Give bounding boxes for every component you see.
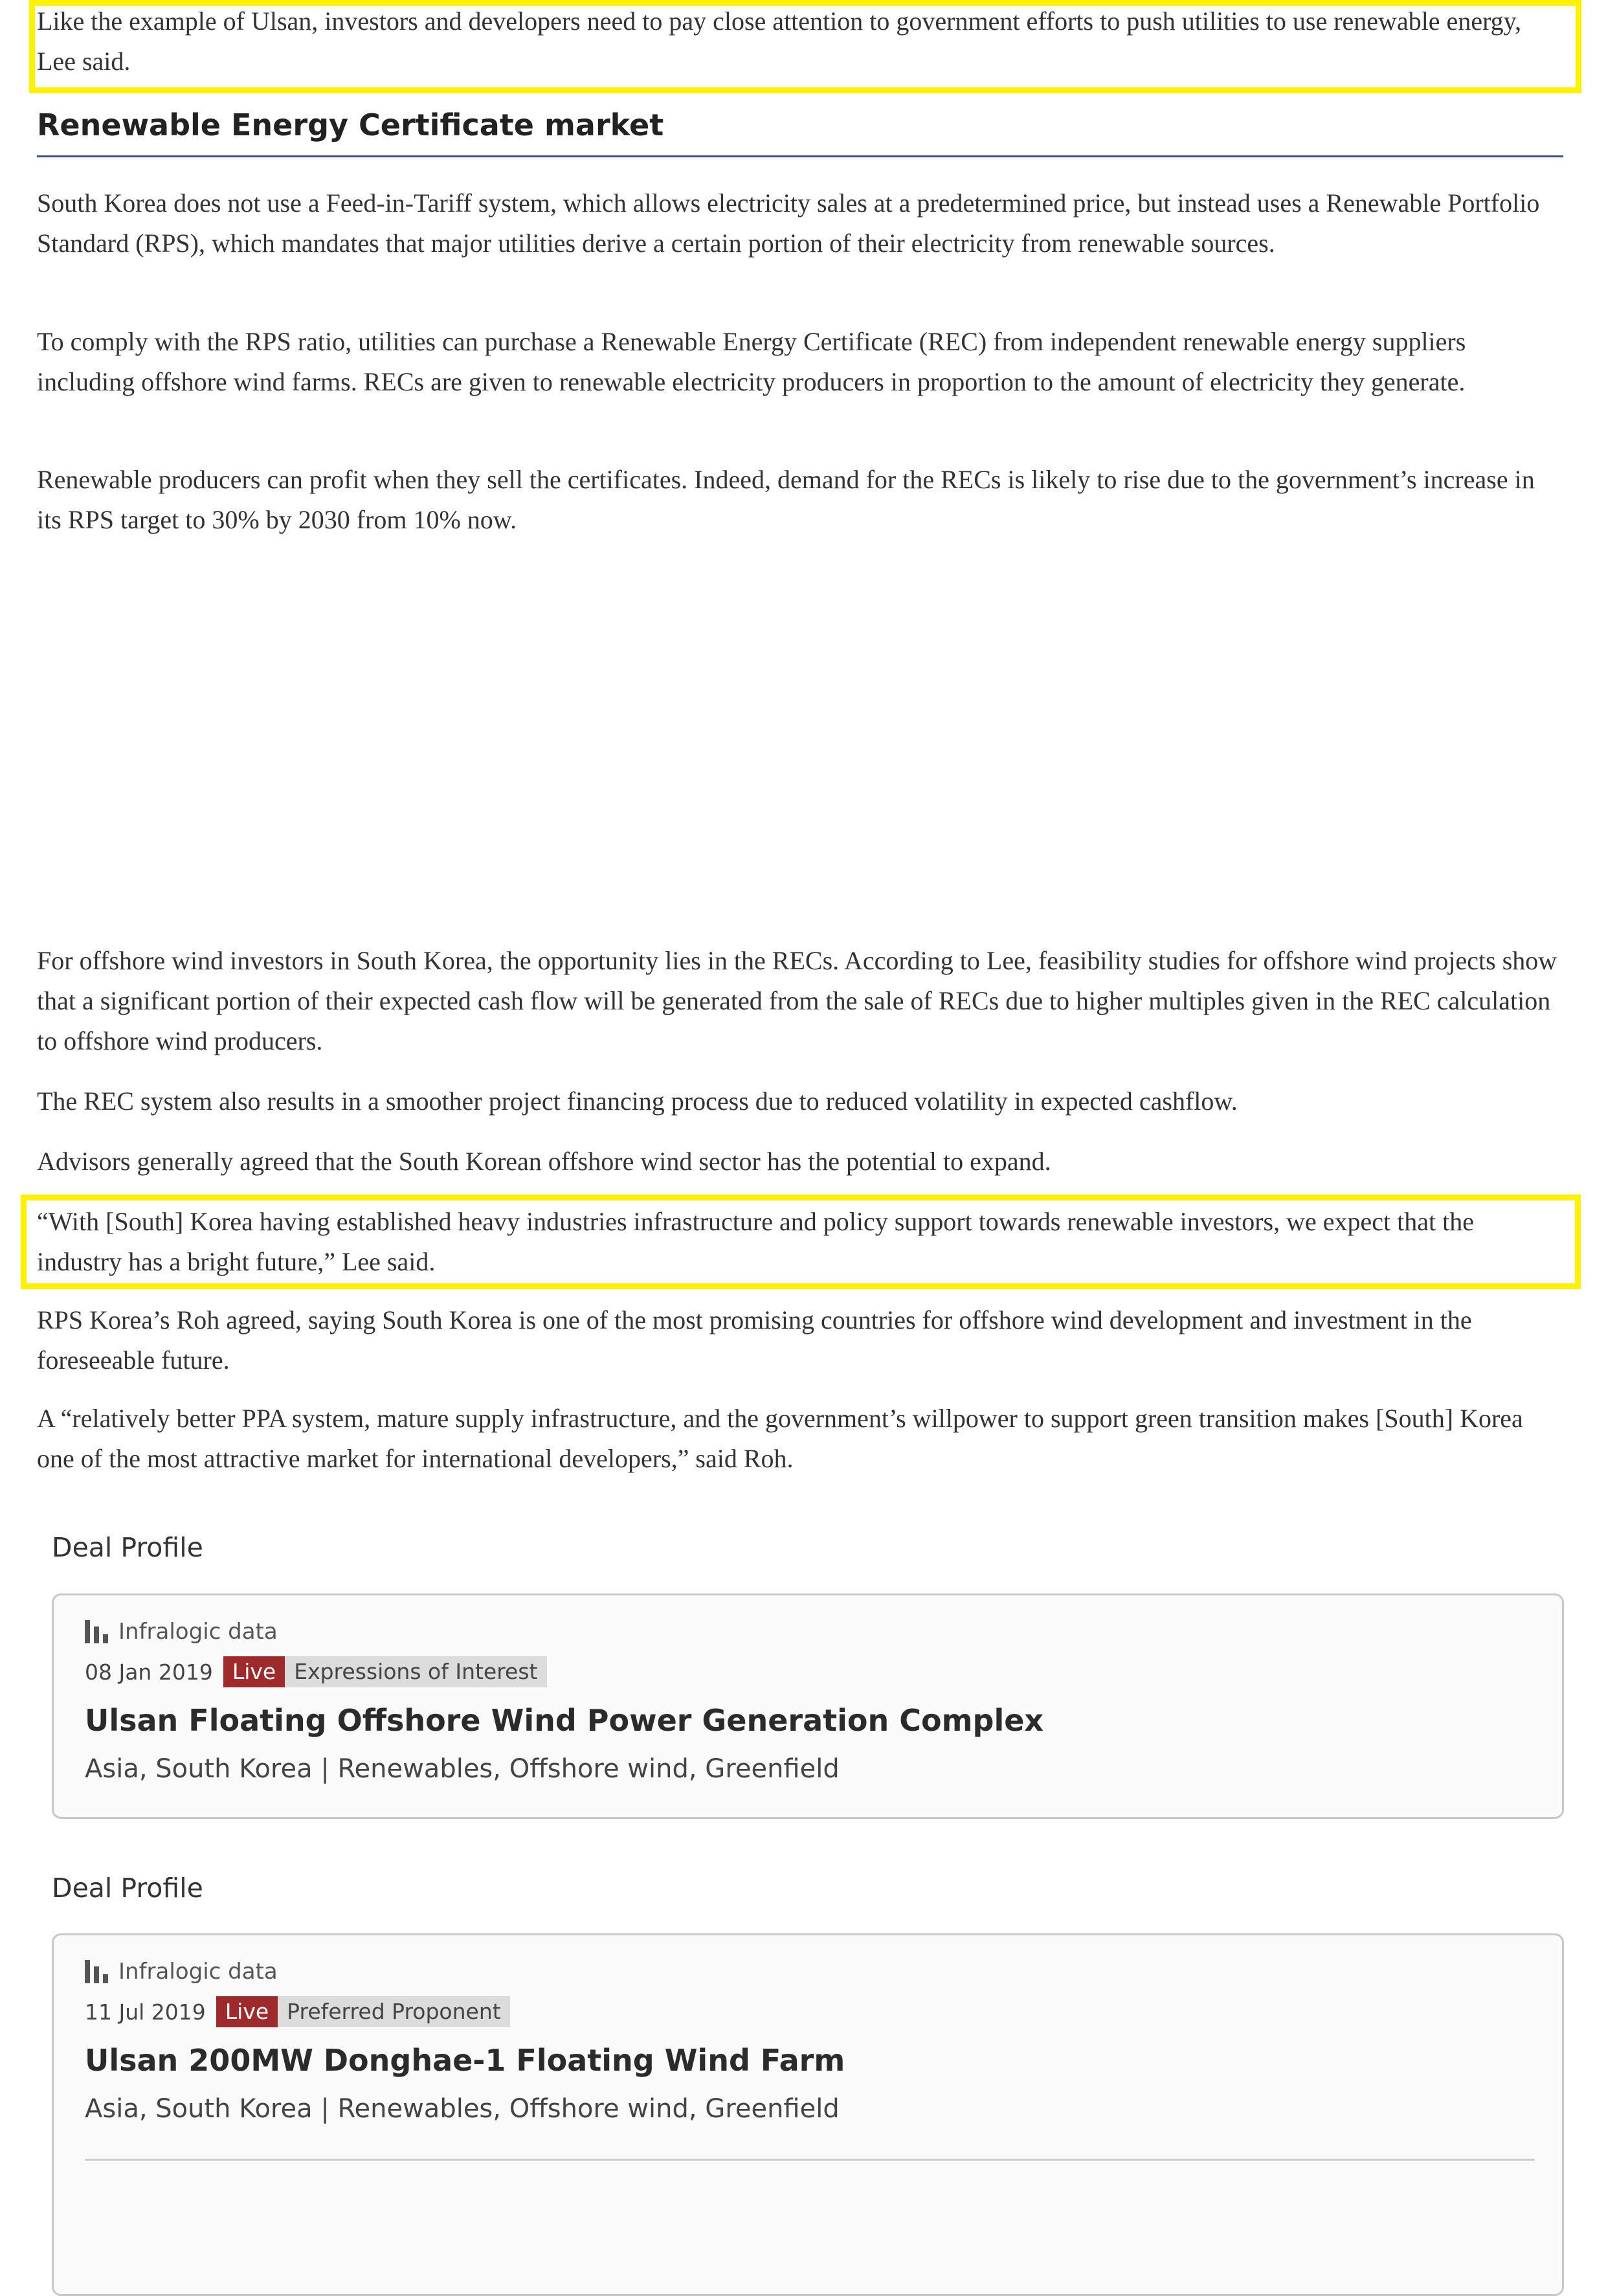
highlighted-quote: “With [South] Korea having established heavy industries infrastructure and policy support towards renewable investors, we expect that the industry has a bright future,” Lee said. xyxy=(37,1207,1474,1276)
deal-title-link[interactable]: Ulsan 200MW Donghae-1 Floating Wind Farm xyxy=(85,2043,845,2078)
article-paragraph: To comply with the RPS ratio, utilities can purchase a Renewable Energy Certificate (REC) from independent renewable energy suppliers including offshore wind farms. RECs are given to renewable electricity producers in proportion to the amount of electricity they generate. xyxy=(37,327,1466,396)
stage-badge: Expressions of Interest xyxy=(285,1656,546,1687)
source-label: Infralogic data xyxy=(118,1619,278,1645)
deal-meta xyxy=(85,1995,510,2029)
article-paragraph: Advisors generally agreed that the South Korean offshore wind sector has the potential to expand. xyxy=(37,1147,1051,1176)
article-paragraph: The REC system also results in a smoother project financing process due to reduced volatility in expected cashflow. xyxy=(37,1086,1238,1116)
article-paragraph: A “relatively better PPA system, mature supply infrastructure, and the government’s willpower to support green transition makes [South] Korea one of the most attractive market for international developers,” said Roh. xyxy=(37,1404,1523,1473)
deal-profile-label: Deal Profile xyxy=(52,1873,203,1904)
deal-tags: Asia, South Korea | Renewables, Offshore wind, Greenfield xyxy=(85,2094,840,2124)
deal-date: 08 Jan 2019 xyxy=(85,1659,213,1685)
deal-tags: Asia, South Korea | Renewables, Offshore wind, Greenfield xyxy=(85,1754,840,1784)
stage-badge: Preferred Proponent xyxy=(278,1996,510,2027)
source-label: Infralogic data xyxy=(118,1959,278,1985)
deal-meta xyxy=(85,1655,547,1689)
card-divider xyxy=(85,2159,1535,2161)
article-paragraph: South Korea does not use a Feed-in-Tariff system, which allows electricity sales at a predetermined price, but instead uses a Renewable Portfolio Standard (RPS), which mandates that major utilities derive a certain portion of their electricity from renewable sources. xyxy=(37,188,1540,258)
status-badge: Live xyxy=(216,1996,278,2027)
deal-profile-card[interactable] xyxy=(52,1593,1564,1819)
status-badge: Live xyxy=(223,1656,285,1687)
bar-chart-icon xyxy=(85,1620,112,1643)
article-paragraph: For offshore wind investors in South Korea, the opportunity lies in the RECs. According to Lee, feasibility studies for offshore wind projects show that a significant portion of their expected cash flow will be generated from the sale of RECs due to higher multiples given in the REC calculation to offshore wind producers. xyxy=(37,946,1557,1055)
source-row xyxy=(85,1616,278,1647)
source-row xyxy=(85,1956,278,1987)
bar-chart-icon xyxy=(85,1960,112,1983)
deal-profile-card[interactable] xyxy=(52,1933,1564,2296)
intro-paragraph: Like the example of Ulsan, investors and developers need to pay close attention to government efforts to push utilities to use renewable energy, Lee said. xyxy=(37,6,1522,76)
section-heading: Renewable Energy Certificate market xyxy=(37,102,1563,157)
deal-profile-label: Deal Profile xyxy=(52,1532,203,1563)
article-paragraph: Renewable producers can profit when they sell the certificates. Indeed, demand for the RECs is likely to rise due to the government’s increase in its RPS target to 30% by 2030 from 10% now. xyxy=(37,465,1535,534)
article-paragraph: RPS Korea’s Roh agreed, saying South Korea is one of the most promising countries for offshore wind development and investment in the foreseeable future. xyxy=(37,1305,1472,1375)
deal-date: 11 Jul 2019 xyxy=(85,1999,206,2025)
deal-title-link[interactable]: Ulsan Floating Offshore Wind Power Generation Complex xyxy=(85,1703,1044,1738)
